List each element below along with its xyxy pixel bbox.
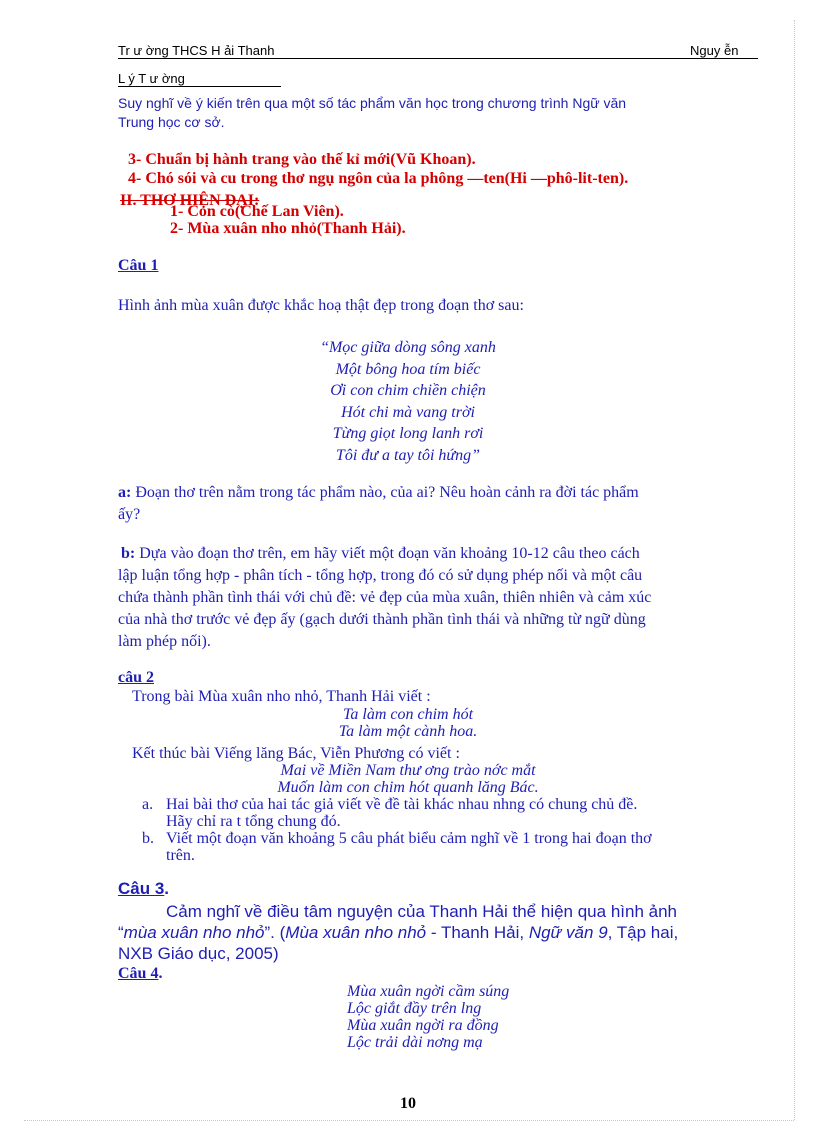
cau2-item-b-marker: b.	[142, 830, 154, 847]
toc-section-heading: II. THƠ HIỆN ĐẠI:	[120, 192, 260, 209]
poem-line: Lộc trải dài nơng mạ	[347, 1034, 483, 1051]
question-a-text: Đoạn thơ trên nằm trong tác phẩm nào, của ai? Nêu hoàn cảnh ra đời tác phẩm	[131, 484, 639, 501]
cau3-mid-1: ”. (	[264, 923, 286, 942]
poem-line: Tôi đư a tay tôi hứng”	[335, 446, 481, 464]
toc-sub-2: 2- Mùa xuân nho nhỏ(Thanh Hải).	[170, 220, 406, 237]
cau4-heading	[118, 965, 162, 983]
poem-line: “Mọc giữa dòng sông xanh	[320, 339, 496, 356]
cau4-heading-text: Câu 4	[118, 965, 159, 982]
cau3-heading	[118, 879, 169, 899]
poem-line: Mùa xuân ngời ra đồng	[347, 1017, 499, 1034]
header-author-line2: L ý T ư ờng	[118, 71, 185, 86]
toc-sub-1: 1- Con cò(Chế Lan Viên).	[170, 203, 344, 220]
page-number: 10	[400, 1095, 416, 1112]
footer-rule	[24, 1120, 794, 1121]
question-b-label: b:	[121, 545, 136, 562]
cau3-line-2	[118, 923, 678, 943]
cau2-item-a-marker: a.	[142, 796, 154, 813]
page-edge	[794, 20, 795, 1120]
header-school: Tr ư ờng THCS H ải Thanh	[118, 43, 275, 58]
cau3-line-3: NXB Giáo dục, 2005)	[118, 944, 279, 963]
cau2-line-2: Kết thúc bài Viếng lăng Bác, Viễn Phương có viết :	[132, 745, 460, 762]
cau2-heading: câu 2	[118, 669, 154, 686]
cau1-question-b-line3: chứa thành phần tình thái với chủ đề: vẻ đẹp của mùa xuân, thiên nhiên và cảm xúc	[118, 589, 652, 606]
cau1-question-a	[118, 484, 639, 502]
cau1-poem	[0, 337, 816, 466]
poem-line: Mùa xuân ngời cầm súng	[347, 983, 510, 1000]
cau3-italic-2: Mùa xuân nho nhỏ	[285, 923, 427, 942]
cau3-end: , Tập hai,	[607, 923, 679, 942]
cau2-poem-1	[0, 706, 816, 740]
cau1-prompt: Hình ảnh mùa xuân được khắc hoạ thật đẹp trong đoạn thơ sau:	[118, 297, 524, 314]
cau2-item-b-line1: Viết một đoạn văn khoảng 5 câu phát biểu cảm nghĩ về 1 trong hai đoạn thơ	[166, 830, 652, 847]
header-author: Nguy ễn	[690, 43, 739, 58]
cau2-item-a-line2: Hãy chỉ ra t tổng chung đó.	[166, 813, 341, 830]
poem-line: Hót chi mà vang trời	[341, 403, 475, 421]
cau1-question-b	[121, 545, 640, 563]
question-b-text: Dựa vào đoạn thơ trên, em hãy viết một đoạn văn khoảng 10-12 câu theo cách	[135, 545, 640, 562]
cau3-italic-1: mùa xuân nho nhỏ	[123, 923, 265, 942]
poem-line: Một bông hoa tím biếc	[335, 360, 481, 378]
toc-item-3: 3- Chuẩn bị hành trang vào thế kỉ mới(Vũ Khoan).	[128, 151, 476, 168]
cau3-italic-3: Ngữ văn 9	[528, 923, 608, 942]
cau1-question-b-line4: của nhà thơ trước vẻ đẹp ấy (gạch dưới thành phần tình thái và những từ ngữ dùng	[118, 611, 646, 628]
poem-line: Lộc giắt đầy trên lng	[347, 1000, 482, 1017]
poem-line: Ơi con chim chiền chiện	[330, 382, 486, 399]
header-rule	[118, 58, 758, 59]
cau3-mid-2: - Thanh Hải,	[426, 923, 529, 942]
cau4-heading-dot: .	[158, 965, 163, 982]
cau3-heading-text: Câu 3	[118, 879, 165, 898]
cau2-line-1: Trong bài Mùa xuân nho nhỏ, Thanh Hải viết :	[132, 688, 431, 705]
poem-line: Ta làm một cành hoa.	[338, 723, 478, 740]
cau1-question-b-line5: làm phép nối).	[118, 633, 211, 650]
cau2-poem-2	[0, 762, 816, 796]
poem-line: Từng giọt long lanh rơi	[332, 425, 484, 442]
cau2-item-a-line1: Hai bài thơ của hai tác giả viết về đề tài khác nhau nhng có chung chủ đề.	[166, 796, 638, 813]
cau4-poem	[347, 983, 509, 1051]
toc-item-4: 4- Chó sói và cu trong thơ ngụ ngôn của la phông —ten(Hi —phô-lit-ten).	[128, 170, 629, 187]
cau2-item-b-line2: trên.	[166, 847, 195, 864]
header-rule-2	[118, 86, 281, 87]
cau1-question-b-line2: lập luận tổng hợp - phân tích - tổng hợp, trong đó có sử dụng phép nối và một câu	[118, 567, 643, 584]
cau1-question-a-line2: ấy?	[118, 506, 141, 523]
poem-line: Ta làm con chim hót	[342, 706, 474, 723]
poem-line: Muốn làm con chim hót quanh lăng Bác.	[277, 779, 539, 796]
cau3-line-1: Cảm nghĩ về điều tâm nguyện của Thanh Hải thể hiện qua hình ảnh	[166, 902, 677, 921]
cau3-quote-open: “	[118, 923, 124, 942]
poem-line: Mai về Miền Nam thư ơng trào nớc mắt	[280, 762, 536, 779]
intro-line-2: Trung học cơ sở.	[118, 114, 225, 130]
intro-line-1: Suy nghĩ về ý kiến trên qua một số tác phẩm văn học trong chương trình Ngữ văn	[118, 95, 627, 111]
cau3-heading-dot: .	[164, 879, 170, 898]
question-a-label: a:	[118, 484, 132, 501]
cau1-heading: Câu 1	[118, 257, 159, 274]
